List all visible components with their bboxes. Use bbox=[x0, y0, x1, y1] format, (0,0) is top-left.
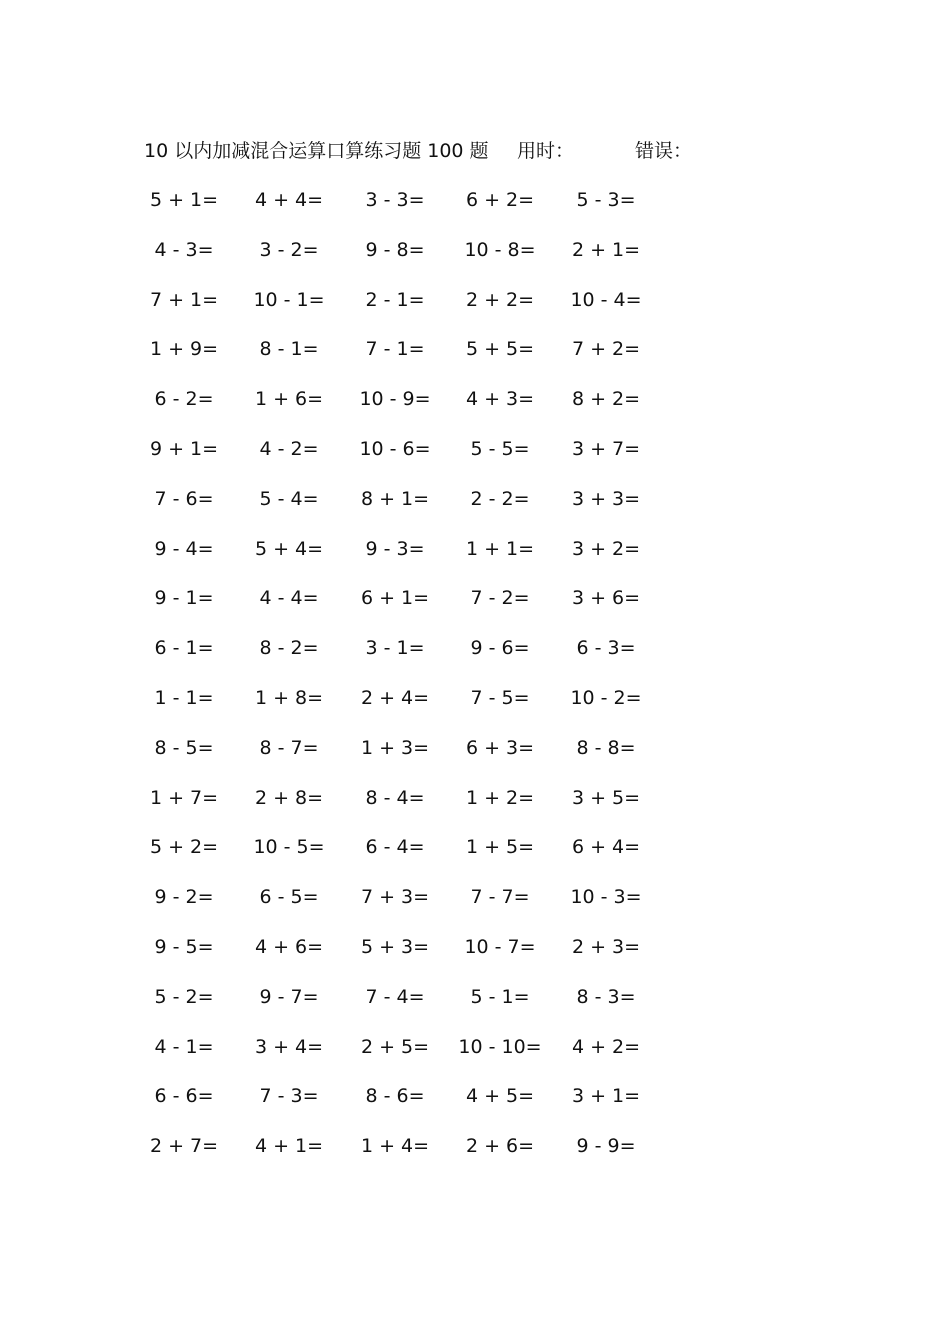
math-problem: 6 - 6= bbox=[154, 1085, 214, 1108]
math-problem: 5 + 1= bbox=[149, 189, 219, 211]
math-problem: 4 - 2= bbox=[259, 437, 319, 460]
math-problem: 7 - 4= bbox=[365, 985, 425, 1008]
problem-row bbox=[0, 1084, 950, 1134]
math-problem: 2 + 4= bbox=[360, 686, 430, 709]
math-problem: 5 + 2= bbox=[149, 836, 219, 859]
math-problem: 8 - 2= bbox=[259, 637, 319, 660]
math-problem: 4 + 2= bbox=[571, 1035, 641, 1058]
math-problem: 8 - 5= bbox=[154, 736, 214, 759]
math-problem: 10 - 3= bbox=[570, 886, 642, 909]
problem-row bbox=[0, 288, 950, 338]
math-problem: 6 - 4= bbox=[365, 836, 425, 859]
math-problem: 8 - 3= bbox=[576, 985, 636, 1008]
math-problem: 7 + 2= bbox=[571, 338, 641, 361]
math-problem: 6 - 2= bbox=[154, 388, 214, 411]
math-problem: 3 - 2= bbox=[259, 238, 319, 261]
math-problem: 7 - 3= bbox=[259, 1085, 319, 1108]
math-problem: 9 - 5= bbox=[154, 935, 214, 958]
math-problem: 1 + 2= bbox=[465, 786, 535, 809]
math-problem: 9 - 6= bbox=[470, 637, 530, 660]
math-problem: 1 + 4= bbox=[360, 1135, 430, 1158]
math-problem: 1 + 5= bbox=[465, 836, 535, 859]
math-problem: 10 - 6= bbox=[359, 437, 431, 460]
math-problem: 2 + 7= bbox=[149, 1135, 219, 1158]
math-problem: 5 - 1= bbox=[470, 985, 530, 1008]
math-problem: 8 - 8= bbox=[576, 736, 636, 759]
problem-grid bbox=[0, 188, 950, 1184]
math-problem: 9 - 9= bbox=[576, 1135, 636, 1158]
math-problem: 3 + 7= bbox=[571, 437, 641, 460]
problem-row bbox=[0, 337, 950, 387]
problem-row bbox=[0, 1134, 950, 1184]
math-problem: 10 - 8= bbox=[464, 238, 536, 261]
math-problem: 9 + 1= bbox=[149, 437, 219, 460]
math-problem: 9 - 2= bbox=[154, 886, 214, 909]
math-problem: 1 + 9= bbox=[149, 338, 219, 361]
math-problem: 4 + 3= bbox=[465, 388, 535, 411]
math-problem: 8 + 1= bbox=[360, 487, 430, 510]
problem-row bbox=[0, 736, 950, 786]
problem-row bbox=[0, 985, 950, 1035]
math-problem: 10 - 10= bbox=[458, 1035, 542, 1058]
math-problem: 1 + 6= bbox=[254, 388, 324, 411]
math-problem: 4 + 4= bbox=[254, 189, 324, 211]
math-problem: 6 + 3= bbox=[465, 736, 535, 759]
math-problem: 7 - 2= bbox=[470, 587, 530, 610]
math-problem: 8 - 4= bbox=[365, 786, 425, 809]
math-problem: 5 - 2= bbox=[154, 985, 214, 1008]
math-problem: 6 - 5= bbox=[259, 886, 319, 909]
math-problem: 4 + 1= bbox=[254, 1135, 324, 1158]
math-problem: 5 + 5= bbox=[465, 338, 535, 361]
math-problem: 1 + 8= bbox=[254, 686, 324, 709]
problem-row bbox=[0, 636, 950, 686]
math-problem: 8 - 1= bbox=[259, 338, 319, 361]
math-problem: 10 - 5= bbox=[253, 836, 325, 859]
math-problem: 2 + 3= bbox=[571, 935, 641, 958]
math-problem: 2 + 6= bbox=[465, 1135, 535, 1158]
math-problem: 5 - 5= bbox=[470, 437, 530, 460]
math-problem: 2 - 1= bbox=[365, 288, 425, 311]
math-problem: 4 + 6= bbox=[254, 935, 324, 958]
math-problem: 7 - 5= bbox=[470, 686, 530, 709]
math-problem: 1 + 3= bbox=[360, 736, 430, 759]
math-problem: 3 + 3= bbox=[571, 487, 641, 510]
math-problem: 10 - 7= bbox=[464, 935, 536, 958]
problem-row bbox=[0, 935, 950, 985]
problem-row bbox=[0, 885, 950, 935]
math-problem: 8 + 2= bbox=[571, 388, 641, 411]
math-problem: 10 - 2= bbox=[570, 686, 642, 709]
math-problem: 3 + 6= bbox=[571, 587, 641, 610]
problem-row bbox=[0, 1035, 950, 1085]
math-problem: 10 - 4= bbox=[570, 288, 642, 311]
math-problem: 7 - 7= bbox=[470, 886, 530, 909]
problem-row bbox=[0, 238, 950, 288]
math-problem: 9 - 8= bbox=[365, 238, 425, 261]
math-problem: 1 + 7= bbox=[149, 786, 219, 809]
math-problem: 10 - 9= bbox=[359, 388, 431, 411]
math-problem: 9 - 4= bbox=[154, 537, 214, 560]
math-problem: 4 + 5= bbox=[465, 1085, 535, 1108]
math-problem: 6 - 1= bbox=[154, 637, 214, 660]
errors-label: 错误： bbox=[635, 140, 693, 162]
math-problem: 2 + 2= bbox=[465, 288, 535, 311]
math-problem: 3 + 1= bbox=[571, 1085, 641, 1108]
math-problem: 9 - 3= bbox=[365, 537, 425, 560]
math-problem: 4 - 3= bbox=[154, 238, 214, 261]
math-problem: 4 - 4= bbox=[259, 587, 319, 610]
math-problem: 10 - 1= bbox=[253, 288, 325, 311]
math-problem: 2 + 1= bbox=[571, 238, 641, 261]
math-problem: 7 - 6= bbox=[154, 487, 214, 510]
problem-row bbox=[0, 586, 950, 636]
math-problem: 6 + 2= bbox=[465, 189, 535, 211]
math-problem: 1 + 1= bbox=[465, 537, 535, 560]
problem-row bbox=[0, 835, 950, 885]
problem-row bbox=[0, 188, 950, 238]
math-problem: 6 - 3= bbox=[576, 637, 636, 660]
math-problem: 1 - 1= bbox=[154, 686, 214, 709]
math-problem: 6 + 1= bbox=[360, 587, 430, 610]
math-problem: 5 - 4= bbox=[259, 487, 319, 510]
problem-row bbox=[0, 487, 950, 537]
math-problem: 6 + 4= bbox=[571, 836, 641, 859]
math-problem: 2 + 5= bbox=[360, 1035, 430, 1058]
math-problem: 7 + 1= bbox=[149, 288, 219, 311]
time-used-label: 用时： bbox=[517, 140, 575, 162]
problem-row bbox=[0, 686, 950, 736]
math-problem: 3 + 5= bbox=[571, 786, 641, 809]
worksheet-title: 10 以内加减混合运算口算练习题 100 题 bbox=[144, 140, 489, 162]
math-problem: 2 - 2= bbox=[470, 487, 530, 510]
math-problem: 7 - 1= bbox=[365, 338, 425, 361]
math-problem: 8 - 7= bbox=[259, 736, 319, 759]
problem-row bbox=[0, 387, 950, 437]
math-problem: 2 + 8= bbox=[254, 786, 324, 809]
problem-row bbox=[0, 786, 950, 836]
math-problem: 5 + 3= bbox=[360, 935, 430, 958]
math-problem: 3 + 4= bbox=[254, 1035, 324, 1058]
math-problem: 3 - 1= bbox=[365, 637, 425, 660]
math-problem: 4 - 1= bbox=[154, 1035, 214, 1058]
math-problem: 5 + 4= bbox=[254, 537, 324, 560]
math-problem: 7 + 3= bbox=[360, 886, 430, 909]
math-problem: 8 - 6= bbox=[365, 1085, 425, 1108]
math-problem: 3 - 3= bbox=[365, 189, 425, 211]
problem-row bbox=[0, 537, 950, 587]
math-problem: 5 - 3= bbox=[576, 189, 636, 211]
math-problem: 9 - 1= bbox=[154, 587, 214, 610]
math-problem: 3 + 2= bbox=[571, 537, 641, 560]
problem-row bbox=[0, 437, 950, 487]
math-problem: 9 - 7= bbox=[259, 985, 319, 1008]
